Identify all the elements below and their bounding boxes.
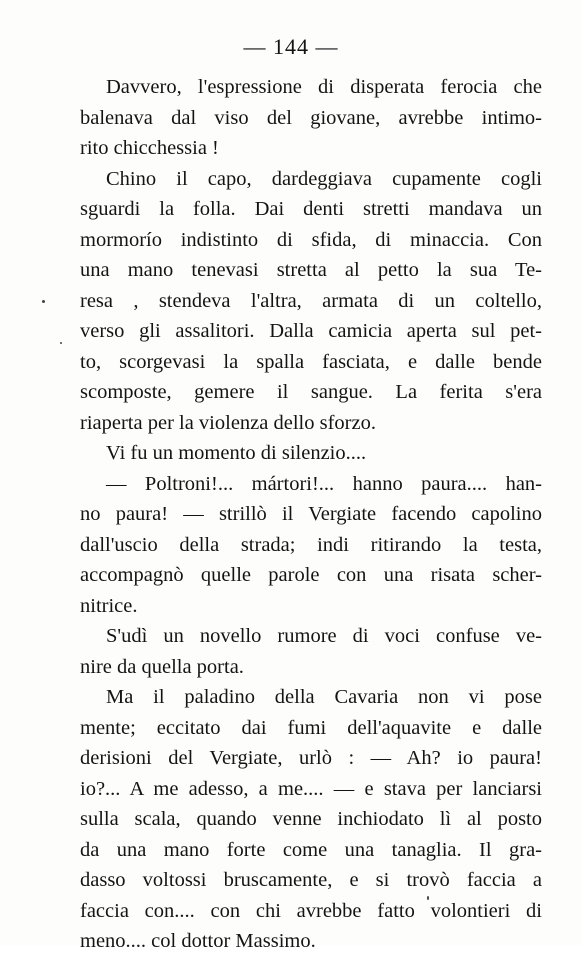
- text-line: mormorío indistinto di sfida, di minaccia. Con: [80, 228, 542, 251]
- text-line: da una mano forte come una tanaglia. Il gra-: [80, 838, 542, 861]
- text-line: mente; eccitato dai fumi dell'aquavite e dalle: [80, 716, 542, 739]
- paper-speck: [60, 342, 62, 344]
- text-line: dasso voltossi bruscamente, e si trovò faccia a: [80, 869, 542, 891]
- text-line: resa , stendeva l'altra, armata di un coltello,: [80, 289, 542, 312]
- body-text: [80, 72, 542, 957]
- text-line: nitrice.: [80, 594, 138, 617]
- paper-speck: [427, 896, 429, 900]
- text-line: rito chicchessia !: [80, 137, 219, 159]
- text-line: no paura! — strillò il Vergiate facendo capolino: [80, 503, 542, 525]
- text-line: meno.... col dottor Massimo.: [80, 930, 316, 952]
- text-line: Chino il capo, dardeggiava cupamente cogli: [106, 167, 542, 190]
- text-line: nire da quella porta.: [80, 655, 244, 678]
- text-line: una mano tenevasi stretta al petto la sua Te-: [80, 259, 542, 281]
- text-line: to, scorgevasi la spalla fasciata, e dalle bende: [80, 350, 542, 373]
- text-line: faccia con.... con chi avrebbe fatto volontieri di: [80, 899, 542, 922]
- text-line: Vi fu un momento di silenzio....: [106, 442, 367, 464]
- paper-speck: [42, 300, 45, 303]
- text-line: scomposte, gemere il sangue. La ferita s'era: [80, 381, 542, 403]
- text-line: Ma il paladino della Cavaria non vi pose: [106, 686, 542, 708]
- text-line: — Poltroni!... mártori!... hanno paura.... han-: [106, 472, 542, 495]
- text-line: derisioni del Vergiate, urlò : — Ah? io paura!: [80, 747, 542, 769]
- page-number: — 144 —: [243, 34, 339, 59]
- text-line: riaperta per la violenza dello sforzo.: [80, 411, 376, 434]
- text-line: balenava dal viso del giovane, avrebbe intimo-: [80, 106, 542, 129]
- text-line: sulla scala, quando venne inchiodato lì al posto: [80, 808, 542, 830]
- text-line: accompagnò quelle parole con una risata scher-: [80, 564, 542, 586]
- text-line: verso gli assalitori. Dalla camicia aperta sul pet-: [80, 320, 542, 342]
- text-line: S'udì un novello rumore di voci confuse ve-: [106, 625, 542, 647]
- text-line: dall'uscio della strada; indi ritirando la testa,: [80, 533, 542, 556]
- text-line: sguardi la folla. Dai denti stretti mandava un: [80, 198, 542, 220]
- text-line: Davvero, l'espressione di disperata ferocia che: [106, 76, 542, 98]
- text-line: io?... A me adesso, a me.... — e stava per lanciarsi: [80, 777, 542, 800]
